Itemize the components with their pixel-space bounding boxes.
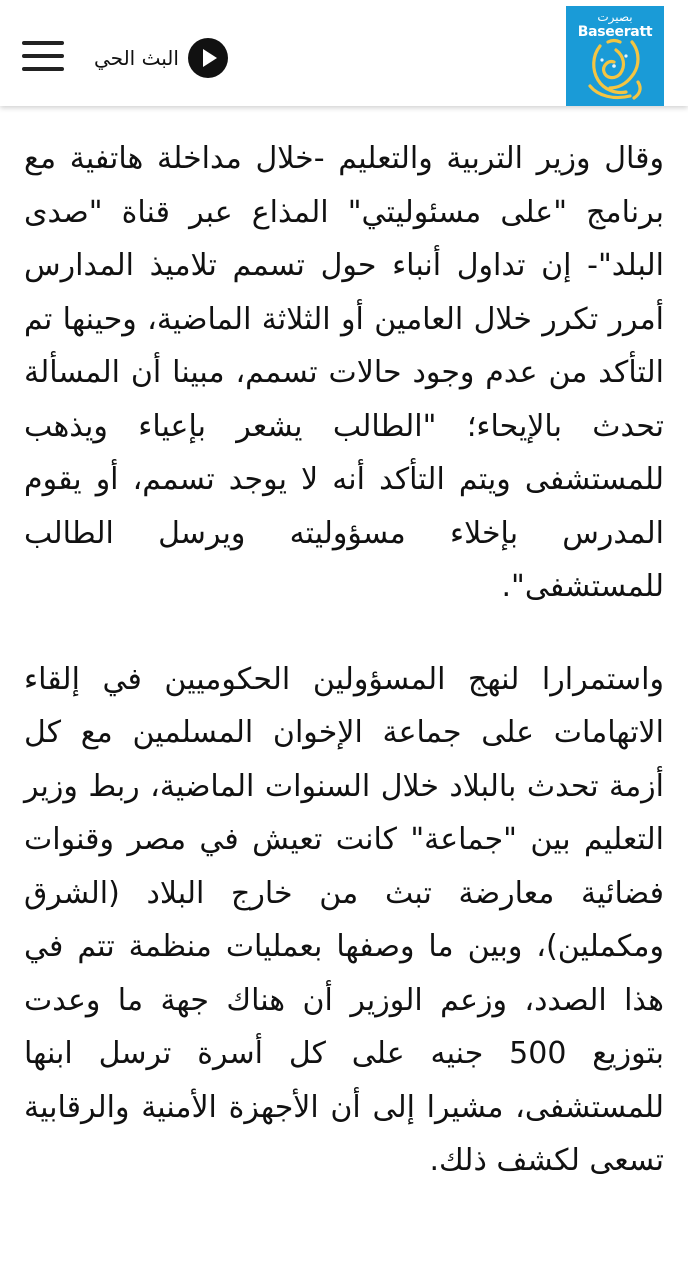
live-stream-button[interactable] (94, 37, 228, 79)
menu-bar (22, 54, 64, 58)
logo-subtitle-arabic: بصيرت (597, 10, 633, 24)
aljazeera-calligraphy-logo-icon (580, 36, 650, 102)
article-paragraph: وقال وزير التربية والتعليم -خلال مداخلة هاتفية مع برنامج "على مسئوليتي" المذاع عبر قناة "صدى البلد"- إن تداول أنباء حول تسمم تلاميذ المدارس أمرر تكرر خلال العامين أو الثلاثة الماضية، وحينها تم التأكد من عدم وجود حالات تسمم، مبينا أن المسألة تحدث بالإيحاء؛ "الطالب يشعر بإعياء ويذهب للمستشفى ويتم التأكد أنه لا يوجد تسمم، أو يقوم المدرس بإخلاء مسؤوليته ويرسل الطالب للمستشفى". (24, 141, 664, 604)
menu-bar (22, 41, 64, 45)
top-header (0, 0, 688, 106)
logo-subtitle-english: Baseeratt (577, 24, 653, 40)
play-circle-icon (188, 38, 228, 78)
live-stream-label: البث الحي (94, 46, 179, 70)
hamburger-menu-icon[interactable] (22, 41, 64, 73)
article-body (24, 132, 664, 1188)
article-paragraph: واستمرارا لنهج المسؤولين الحكوميين في إلقاء الاتهامات على جماعة الإخوان المسلمين مع كل أزمة تحدث بالبلاد خلال السنوات الماضية، ربط وزير التعليم بين "جماعة" كانت تعيش في مصر وقنوات فضائية معارضة تبث من خارج البلاد (الشرق ومكملين)، وبين ما وصفها بعمليات منظمة تتم في هذا الصدد، وزعم الوزير أن هناك جهة ما وعدت بتوزيع 500 جنيه على كل أسرة ترسل ابنها للمستشفى، مشيرا إلى أن الأجهزة الأمنية والرقابية تسعى لكشف ذلك. (24, 661, 665, 1178)
site-logo[interactable] (566, 6, 664, 106)
menu-bar (22, 67, 64, 71)
